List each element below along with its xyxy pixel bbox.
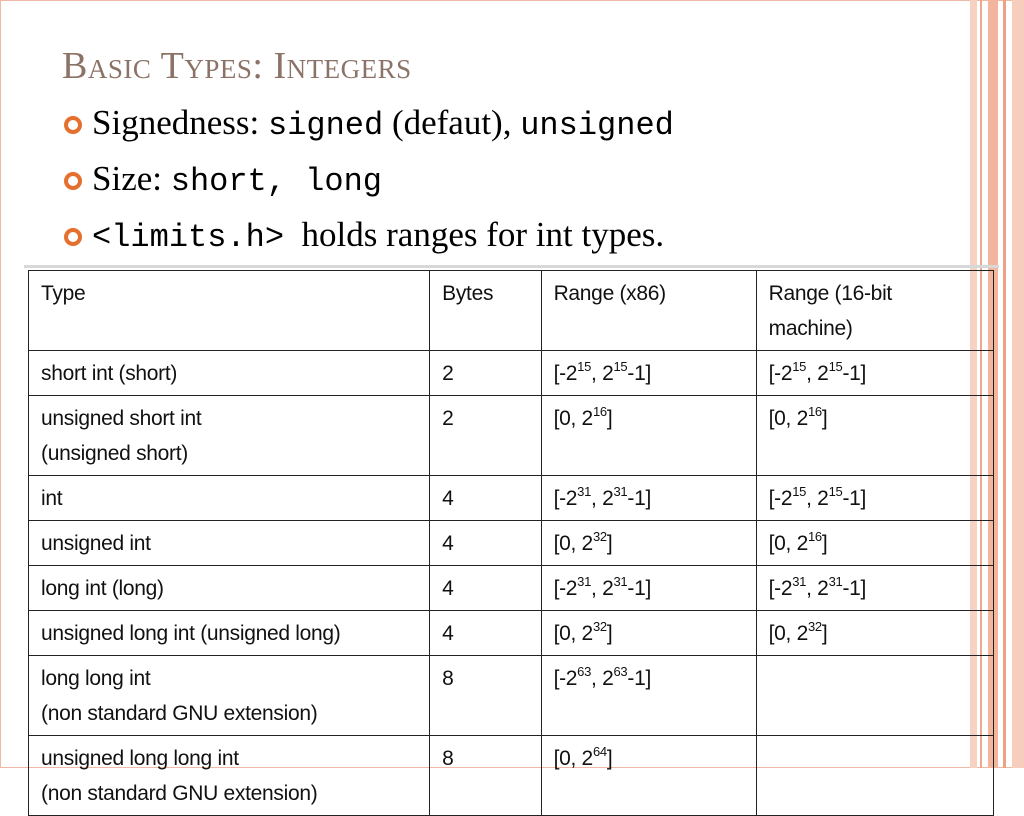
range-x86-cell: [0, $2^{32}$] xyxy=(541,521,756,566)
integer-types-table-wrapper xyxy=(28,270,995,805)
bullet-text xyxy=(92,156,382,205)
range-x86-cell: [$-2^{31}$, $2^{31}-1$] xyxy=(541,476,756,521)
type-cell: unsigned long int (unsigned long) xyxy=(29,611,430,656)
bullet-text xyxy=(92,212,664,261)
bytes-cell: 4 xyxy=(430,521,541,566)
range-16bit-cell xyxy=(756,656,993,736)
header-bytes: Bytes xyxy=(430,271,541,351)
code-text: <limits.h> xyxy=(92,219,285,256)
code-text: signed xyxy=(267,107,384,144)
type-cell: long long int (non standard GNU extension) xyxy=(29,656,430,736)
range-16bit-cell: [0, $2^{16}$] xyxy=(756,521,993,566)
table-row xyxy=(29,521,994,566)
bytes-cell: 4 xyxy=(430,611,541,656)
table-row xyxy=(29,476,994,521)
table-row xyxy=(29,611,994,656)
header-type: Type xyxy=(29,271,430,351)
bytes-cell: 4 xyxy=(430,476,541,521)
code-text: short, long xyxy=(170,163,382,200)
table-row xyxy=(29,351,994,396)
bullet-circle-icon xyxy=(64,172,82,190)
range-x86-cell: [$-2^{63}$, $2^{63}-1$] xyxy=(541,656,756,736)
range-16bit-cell: [$-2^{15}$, $2^{15}-1$] xyxy=(756,476,993,521)
range-x86-cell: [0, $2^{32}$] xyxy=(541,611,756,656)
bytes-cell: 8 xyxy=(430,736,541,816)
code-text: unsigned xyxy=(520,107,674,144)
stripe xyxy=(1012,0,1024,768)
range-16bit-cell: [0, $2^{32}$] xyxy=(756,611,993,656)
plain-text: Size: xyxy=(92,159,171,198)
plain-text: Signedness: xyxy=(92,103,268,142)
range-16bit-cell: [0, $2^{16}$] xyxy=(756,396,993,476)
range-16bit-cell: [$-2^{15}$, $2^{15}-1$] xyxy=(756,351,993,396)
table-row xyxy=(29,736,994,816)
type-cell: unsigned long long int (non standard GNU extension) xyxy=(29,736,430,816)
bytes-cell: 4 xyxy=(430,566,541,611)
bullet-circle-icon xyxy=(64,116,82,134)
plain-text: (defaut), xyxy=(383,103,521,142)
range-x86-cell: [0, $2^{16}$] xyxy=(541,396,756,476)
bullet-text xyxy=(92,100,674,149)
table-row xyxy=(29,396,994,476)
table-body xyxy=(29,351,994,816)
table-row xyxy=(29,656,994,736)
slide-title: Basic Types: Integers xyxy=(62,45,412,87)
bytes-cell: 2 xyxy=(430,351,541,396)
stripe xyxy=(1003,0,1006,768)
range-16bit-cell xyxy=(756,736,993,816)
bytes-cell: 8 xyxy=(430,656,541,736)
type-cell: unsigned int xyxy=(29,521,430,566)
range-x86-cell: [$-2^{15}$, $2^{15}-1$] xyxy=(541,351,756,396)
bytes-cell: 2 xyxy=(430,396,541,476)
table-row xyxy=(29,566,994,611)
table-header-row xyxy=(29,271,994,351)
type-cell: unsigned short int (unsigned short) xyxy=(29,396,430,476)
type-cell: long int (long) xyxy=(29,566,430,611)
range-x86-cell: [$-2^{31}$, $2^{31}-1$] xyxy=(541,566,756,611)
plain-text: holds ranges for int types. xyxy=(284,215,665,254)
header-range-x86: Range (x86) xyxy=(541,271,756,351)
range-x86-cell: [0, $2^{64}$] xyxy=(541,736,756,816)
bullet-circle-icon xyxy=(64,228,82,246)
table-top-shadow xyxy=(24,265,999,268)
integer-types-table xyxy=(28,270,994,816)
header-range-16bit: Range (16-bit machine) xyxy=(756,271,993,351)
range-16bit-cell: [$-2^{31}$, $2^{31}-1$] xyxy=(756,566,993,611)
type-cell: short int (short) xyxy=(29,351,430,396)
type-cell: int xyxy=(29,476,430,521)
